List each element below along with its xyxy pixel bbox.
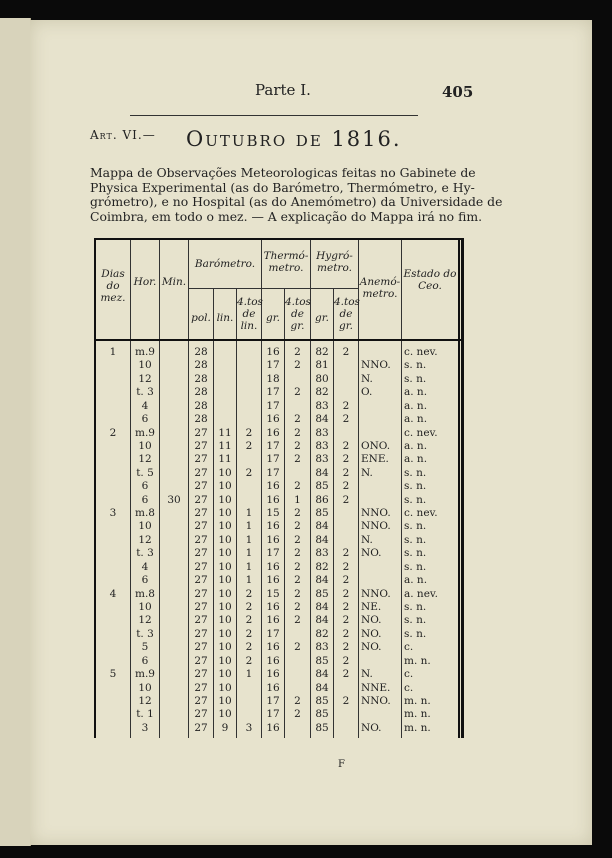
description-line: Physica Experimental (as do Barómetro, Thermómetro, e Hy- [90, 179, 475, 195]
cell-vento: NNO. [361, 587, 391, 600]
cell-quartos-thermo: 2 [294, 547, 301, 560]
cell-hora: 10 [138, 439, 152, 452]
cell-vento: NE. [361, 600, 382, 613]
cell-quartos-thermo: 2 [294, 560, 301, 573]
cell-graus-thermo: 17 [266, 466, 280, 479]
cell-linhas: 10 [218, 641, 232, 654]
cell-graus-thermo: 16 [266, 574, 280, 587]
cell-hora: 12 [138, 533, 152, 546]
cell-graus-hygro: 83 [315, 453, 329, 466]
cell-graus-hygro: 85 [315, 708, 329, 721]
cell-graus-thermo: 16 [266, 668, 280, 681]
cell-estado-ceo: a. n. [404, 453, 428, 466]
cell-quartos-hygro: 2 [342, 453, 350, 466]
cell-polegadas: 28 [194, 346, 208, 358]
cell-hora: 12 [138, 694, 152, 707]
observations-table [94, 238, 464, 738]
cell-graus-hygro: 82 [315, 627, 329, 640]
cell-graus-hygro: 84 [315, 466, 329, 479]
cell-polegadas: 27 [194, 668, 208, 681]
cell-polegadas: 27 [194, 681, 208, 694]
cell-graus-hygro: 83 [315, 399, 329, 412]
cell-graus-thermo: 17 [266, 547, 280, 560]
cell-hora: m.9 [135, 668, 155, 681]
description-line: Mappa de Observações Meteorologicas feitas no Gabinete de [90, 165, 476, 180]
cell-graus-hygro: 84 [315, 533, 329, 546]
header-quartos-gr-hygro: 4.tos de gr. [334, 296, 360, 332]
cell-estado-ceo: s. n. [404, 533, 427, 546]
cell-estado-ceo: s. n. [404, 466, 427, 479]
cell-hora: 10 [138, 520, 152, 533]
cell-polegadas: 27 [194, 493, 208, 506]
cell-dia: 1 [109, 346, 117, 358]
cell-linhas: 11 [218, 439, 232, 452]
cell-quartos-thermo: 2 [294, 453, 301, 466]
cell-dia: 3 [109, 507, 117, 520]
cell-hora: t. 3 [136, 627, 154, 640]
cell-linhas: 10 [218, 533, 232, 546]
cell-polegadas: 28 [194, 372, 208, 385]
cell-graus-thermo: 16 [266, 614, 280, 627]
cell-quartos-linha: 2 [245, 614, 253, 627]
cell-vento: NO. [361, 641, 382, 654]
cell-quartos-hygro: 2 [342, 614, 350, 627]
cell-quartos-linha: 1 [245, 507, 253, 520]
header-gr-hygro: gr. [315, 312, 329, 324]
cell-estado-ceo: s. n. [404, 614, 427, 627]
signature-mark: F [338, 759, 345, 770]
page-header [30, 81, 592, 101]
cell-hora: 6 [141, 413, 149, 426]
cell-hora: 12 [138, 453, 152, 466]
cell-quartos-linha: 1 [245, 574, 253, 587]
header-pol: pol. [191, 312, 211, 324]
cell-graus-thermo: 15 [266, 507, 280, 520]
cell-graus-thermo: 16 [266, 654, 280, 667]
cell-graus-hygro: 85 [315, 507, 329, 520]
cell-quartos-thermo: 2 [294, 574, 301, 587]
cell-graus-thermo: 16 [266, 520, 280, 533]
cell-hora: 10 [138, 681, 152, 694]
cell-graus-thermo: 17 [266, 627, 280, 640]
cell-quartos-thermo: 2 [294, 600, 301, 613]
cell-quartos-thermo: 2 [294, 439, 301, 452]
header-divider [188, 288, 358, 289]
cell-linhas: 9 [221, 721, 229, 734]
cell-estado-ceo: s. n. [404, 627, 427, 640]
cell-quartos-hygro: 2 [342, 346, 350, 358]
cell-linhas: 11 [218, 426, 232, 439]
cell-vento: NO. [361, 614, 382, 627]
cell-polegadas: 27 [194, 721, 208, 734]
cell-polegadas: 28 [194, 386, 208, 399]
cell-hora: 3 [141, 721, 149, 734]
cell-graus-hygro: 81 [315, 359, 329, 372]
cell-quartos-linha: 2 [245, 466, 253, 479]
cell-polegadas: 27 [194, 641, 208, 654]
description [90, 165, 503, 224]
cell-graus-hygro: 82 [315, 560, 329, 573]
cell-polegadas: 28 [194, 399, 208, 412]
header-hor: Hor. [133, 276, 157, 288]
header-min: Min. [161, 276, 187, 288]
cell-polegadas: 27 [194, 574, 208, 587]
col-divider [401, 240, 402, 738]
cell-quartos-thermo: 2 [294, 533, 301, 546]
cell-estado-ceo: s. n. [404, 600, 427, 613]
cell-linhas: 10 [218, 493, 232, 506]
cell-quartos-linha: 1 [245, 547, 253, 560]
cell-polegadas: 27 [194, 480, 208, 493]
cell-quartos-hygro: 2 [342, 587, 350, 600]
cell-hora: t. 1 [136, 708, 154, 721]
cell-hora: m.9 [135, 346, 155, 358]
cell-quartos-hygro: 2 [342, 694, 350, 707]
cell-linhas: 10 [218, 600, 232, 613]
cell-graus-thermo: 16 [266, 721, 280, 734]
cell-graus-thermo: 16 [266, 413, 280, 426]
cell-hora: 5 [141, 641, 149, 654]
cell-linhas: 10 [218, 654, 232, 667]
header-hygrometro: Hygró-metro. [316, 250, 353, 274]
cell-graus-thermo: 16 [266, 480, 280, 493]
cell-hora: t. 3 [136, 386, 154, 399]
cell-linhas: 10 [218, 681, 232, 694]
cell-linhas: 10 [218, 694, 232, 707]
cell-estado-ceo: a. n. [404, 413, 428, 426]
cell-linhas: 10 [218, 627, 232, 640]
cell-graus-hygro: 84 [315, 600, 329, 613]
cell-graus-thermo: 17 [266, 453, 280, 466]
header-dias: Dias do mez. [100, 268, 126, 304]
cell-quartos-hygro: 2 [342, 413, 350, 426]
cell-graus-hygro: 83 [315, 641, 329, 654]
cell-quartos-hygro: 2 [342, 560, 350, 573]
cell-polegadas: 27 [194, 614, 208, 627]
cell-polegadas: 27 [194, 466, 208, 479]
cell-quartos-hygro: 2 [342, 399, 350, 412]
cell-graus-thermo: 16 [266, 560, 280, 573]
cell-vento: NO. [361, 627, 382, 640]
cell-quartos-hygro: 2 [342, 600, 350, 613]
cell-polegadas: 27 [194, 600, 208, 613]
cell-polegadas: 27 [194, 520, 208, 533]
cell-linhas: 10 [218, 668, 232, 681]
cell-estado-ceo: s. n. [404, 493, 427, 506]
cell-linhas: 10 [218, 560, 232, 573]
cell-quartos-linha: 1 [245, 668, 253, 681]
cell-estado-ceo: m. n. [404, 694, 431, 707]
cell-hora: 10 [138, 600, 152, 613]
cell-quartos-linha: 1 [245, 520, 253, 533]
cell-estado-ceo: m. n. [404, 721, 431, 734]
cell-estado-ceo: s. n. [404, 372, 427, 385]
facing-page-edge [0, 18, 31, 846]
cell-hora: 6 [141, 493, 149, 506]
cell-graus-thermo: 16 [266, 346, 280, 358]
cell-graus-thermo: 17 [266, 359, 280, 372]
cell-linhas: 10 [218, 587, 232, 600]
header-thermometro: Thermó-metro. [263, 250, 309, 274]
cell-estado-ceo: c. nev. [404, 426, 438, 439]
cell-quartos-hygro: 2 [342, 480, 350, 493]
cell-vento: O. [361, 386, 373, 399]
cell-quartos-thermo: 2 [294, 413, 301, 426]
cell-quartos-hygro: 2 [342, 627, 350, 640]
cell-quartos-linha: 1 [245, 533, 253, 546]
cell-polegadas: 27 [194, 587, 208, 600]
cell-estado-ceo: s. n. [404, 520, 427, 533]
cell-estado-ceo: a. n. [404, 386, 428, 399]
cell-estado-ceo: c. [404, 668, 414, 681]
page-number: 405 [442, 83, 474, 101]
cell-dia: 4 [109, 587, 117, 600]
cell-graus-hygro: 84 [315, 413, 329, 426]
cell-linhas: 10 [218, 520, 232, 533]
cell-graus-hygro: 80 [315, 372, 329, 385]
col-divider [358, 240, 359, 738]
cell-hora: m.9 [135, 426, 155, 439]
cell-hora: 6 [141, 654, 149, 667]
cell-polegadas: 27 [194, 694, 208, 707]
cell-vento: NO. [361, 547, 382, 560]
cell-quartos-linha: 2 [245, 439, 253, 452]
cell-polegadas: 27 [194, 560, 208, 573]
cell-graus-thermo: 16 [266, 533, 280, 546]
cell-vento: NNO. [361, 507, 391, 520]
cell-quartos-thermo: 1 [294, 493, 301, 506]
description-line: grómetro), e no Hospital (as do Anemómetro) da Universidade de [90, 194, 503, 210]
cell-estado-ceo: a. nev. [404, 587, 438, 600]
cell-vento: NNO. [361, 359, 391, 372]
cell-quartos-linha: 2 [245, 600, 253, 613]
header-rule [130, 115, 418, 116]
cell-estado-ceo: a. n. [404, 439, 428, 452]
cell-hora: 10 [138, 359, 152, 372]
cell-vento: NO. [361, 721, 382, 734]
cell-minuto: 30 [167, 493, 181, 506]
cell-estado-ceo: a. n. [404, 399, 428, 412]
cell-vento: ONO. [361, 439, 391, 452]
cell-quartos-thermo: 2 [294, 480, 301, 493]
cell-graus-hygro: 84 [315, 574, 329, 587]
cell-vento: N. [361, 533, 373, 546]
cell-quartos-thermo: 2 [294, 587, 301, 600]
cell-linhas: 10 [218, 708, 232, 721]
cell-hora: t. 3 [136, 547, 154, 560]
cell-dia: 5 [109, 668, 117, 681]
cell-quartos-thermo: 2 [294, 708, 301, 721]
cell-graus-thermo: 17 [266, 399, 280, 412]
cell-graus-thermo: 16 [266, 600, 280, 613]
cell-quartos-linha: 1 [245, 560, 253, 573]
cell-hora: t. 5 [136, 466, 154, 479]
cell-linhas: 10 [218, 507, 232, 520]
cell-quartos-thermo: 2 [294, 641, 301, 654]
cell-quartos-thermo: 2 [294, 507, 301, 520]
cell-quartos-thermo: 2 [294, 359, 301, 372]
cell-hora: m.8 [135, 507, 155, 520]
cell-vento: NNO. [361, 520, 391, 533]
cell-vento: ENE. [361, 453, 389, 466]
cell-graus-hygro: 84 [315, 520, 329, 533]
cell-quartos-thermo: 2 [294, 614, 301, 627]
cell-graus-thermo: 16 [266, 426, 280, 439]
cell-linhas: 10 [218, 480, 232, 493]
header-lin: lin. [216, 312, 234, 324]
cell-polegadas: 27 [194, 507, 208, 520]
cell-graus-hygro: 85 [315, 587, 329, 600]
cell-vento: NNO. [361, 694, 391, 707]
cell-quartos-hygro: 2 [342, 641, 350, 654]
cell-estado-ceo: s. n. [404, 560, 427, 573]
header-estado: Estado do Ceo. [403, 268, 457, 292]
cell-quartos-thermo: 2 [294, 426, 301, 439]
cell-graus-thermo: 16 [266, 681, 280, 694]
header-barometro: Barómetro. [194, 258, 256, 270]
cell-graus-hygro: 83 [315, 439, 329, 452]
header-quartos-lin: 4.tos de lin. [237, 296, 263, 332]
cell-estado-ceo: c. [404, 681, 414, 694]
article-label: Art. VI.— [90, 128, 156, 142]
cell-estado-ceo: c. nev. [404, 346, 438, 358]
header-quartos-gr: 4.tos de gr. [285, 296, 311, 332]
cell-estado-ceo: m. n. [404, 708, 431, 721]
cell-polegadas: 27 [194, 439, 208, 452]
cell-graus-thermo: 15 [266, 587, 280, 600]
cell-linhas: 11 [218, 453, 232, 466]
cell-graus-hygro: 82 [315, 346, 329, 358]
description-line: Coimbra, em todo o mez. — A explicação do Mappa irá no fim. [90, 208, 483, 224]
cell-hora: 6 [141, 574, 149, 587]
cell-vento: N. [361, 466, 373, 479]
cell-graus-hygro: 83 [315, 426, 329, 439]
cell-estado-ceo: s. n. [404, 480, 427, 493]
cell-graus-hygro: 84 [315, 668, 329, 681]
col-divider [159, 240, 160, 738]
cell-quartos-hygro: 2 [342, 574, 350, 587]
cell-quartos-thermo: 2 [294, 694, 301, 707]
cell-graus-hygro: 84 [315, 614, 329, 627]
cell-quartos-linha: 2 [245, 641, 253, 654]
cell-linhas: 10 [218, 547, 232, 560]
cell-quartos-linha: 3 [245, 721, 253, 734]
cell-graus-thermo: 17 [266, 386, 280, 399]
cell-linhas: 10 [218, 466, 232, 479]
running-head: Parte I. [255, 81, 311, 99]
cell-graus-hygro: 84 [315, 681, 329, 694]
cell-graus-hygro: 82 [315, 386, 329, 399]
header-gr: gr. [266, 312, 280, 324]
book-page [30, 20, 592, 845]
cell-hora: 12 [138, 372, 152, 385]
cell-graus-hygro: 83 [315, 547, 329, 560]
cell-polegadas: 28 [194, 359, 208, 372]
cell-hora: m.8 [135, 587, 155, 600]
header-bottom-rule [96, 339, 462, 341]
cell-linhas: 10 [218, 614, 232, 627]
cell-estado-ceo: a. n. [404, 574, 428, 587]
cell-quartos-thermo: 2 [294, 520, 301, 533]
cell-polegadas: 27 [194, 533, 208, 546]
cell-vento: N. [361, 668, 373, 681]
cell-quartos-hygro: 2 [342, 547, 350, 560]
cell-estado-ceo: s. n. [404, 547, 427, 560]
cell-polegadas: 27 [194, 426, 208, 439]
cell-linhas: 10 [218, 574, 232, 587]
cell-graus-hygro: 85 [315, 721, 329, 734]
cell-dia: 2 [109, 426, 117, 439]
cell-hora: 6 [141, 480, 149, 493]
cell-polegadas: 27 [194, 453, 208, 466]
cell-quartos-linha: 2 [245, 587, 253, 600]
cell-hora: 4 [141, 399, 149, 412]
cell-graus-hygro: 86 [315, 493, 329, 506]
cell-polegadas: 27 [194, 654, 208, 667]
cell-quartos-linha: 2 [245, 654, 253, 667]
cell-graus-hygro: 85 [315, 480, 329, 493]
cell-vento: NNE. [361, 681, 391, 694]
cell-estado-ceo: s. n. [404, 359, 427, 372]
cell-graus-thermo: 17 [266, 708, 280, 721]
cell-quartos-linha: 2 [245, 627, 253, 640]
cell-quartos-thermo: 2 [294, 346, 301, 358]
header-anemometro: Anemó-metro. [359, 276, 401, 300]
cell-graus-thermo: 16 [266, 493, 280, 506]
cell-polegadas: 28 [194, 413, 208, 426]
cell-graus-thermo: 18 [266, 372, 280, 385]
cell-graus-hygro: 85 [315, 694, 329, 707]
cell-hora: 12 [138, 614, 152, 627]
cell-quartos-hygro: 2 [342, 668, 350, 681]
cell-quartos-thermo: 2 [294, 386, 301, 399]
cell-estado-ceo: c. [404, 641, 414, 654]
cell-graus-thermo: 16 [266, 641, 280, 654]
cell-polegadas: 27 [194, 547, 208, 560]
cell-quartos-hygro: 2 [342, 493, 350, 506]
cell-hora: 4 [141, 560, 149, 573]
cell-polegadas: 27 [194, 627, 208, 640]
cell-graus-thermo: 17 [266, 694, 280, 707]
cell-vento: N. [361, 372, 373, 385]
article-title: Outubro de 1816. [186, 127, 402, 151]
cell-quartos-hygro: 2 [342, 654, 350, 667]
cell-quartos-hygro: 2 [342, 466, 350, 479]
cell-graus-thermo: 17 [266, 439, 280, 452]
cell-graus-hygro: 85 [315, 654, 329, 667]
cell-polegadas: 27 [194, 708, 208, 721]
cell-quartos-hygro: 2 [342, 439, 350, 452]
cell-quartos-linha: 2 [245, 426, 253, 439]
cell-estado-ceo: m. n. [404, 654, 431, 667]
cell-estado-ceo: c. nev. [404, 507, 438, 520]
col-divider [458, 240, 460, 738]
